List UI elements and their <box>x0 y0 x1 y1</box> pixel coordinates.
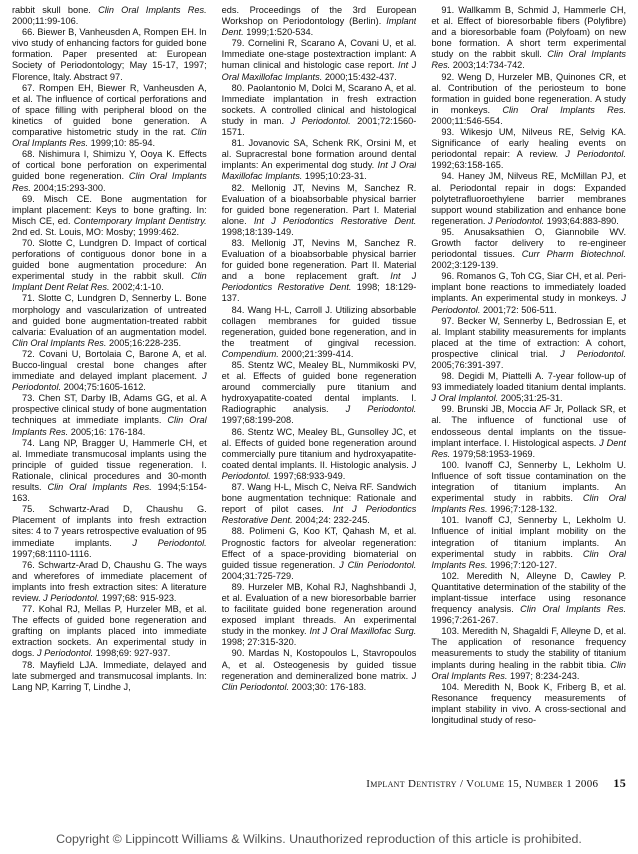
journal-title: Int J Periodontics Restorative Dent. <box>221 271 417 293</box>
reference-text: 103. Meredith N, Shagaldi F, Alleyne D, et al. The application of resonance frequency measurements to study the stability of titanium implants during healing in the rabbit tibia. <box>431 626 627 670</box>
journal-title: Int J Oral Maxillofac Implants. <box>221 160 417 182</box>
reference-text: 104. Meredith N, Book K, Friberg B, et al. Resonance frequency measurements of implant stability in vivo. A cross-sectional and longitudinal study of reso- <box>431 681 627 725</box>
reference-citation: 1997;68:199-208. <box>221 415 294 426</box>
reference-entry <box>222 238 417 305</box>
reference-text: 81. Jovanovic SA, Schenk RK, Orsini M, et al. Supracrestal bone formation around dental implants: An experimental dog study. <box>221 138 417 171</box>
reference-entry <box>222 526 417 581</box>
reference-column-1 <box>12 5 207 765</box>
reference-entry <box>222 582 417 649</box>
reference-citation: 1996;7:120-127. <box>487 559 557 570</box>
reference-citation: 2003;14:734-742. <box>450 60 525 71</box>
reference-citation: 1979;58:1953-1969. <box>450 448 536 459</box>
reference-citation: 1996;7:128-132. <box>487 504 557 515</box>
journal-title: Int J Oral Maxillofac Surg. <box>309 626 417 637</box>
journal-title: Clin Oral Implants Res. <box>520 604 627 615</box>
reference-text: eds. Proceedings of the 3rd European Workshop on Periodontology (Berlin). <box>221 5 417 27</box>
journal-title: Int J Periodontics Restorative Dent. <box>253 215 417 226</box>
journal-title: Clin Oral Implants Res. <box>47 482 152 493</box>
reference-text: 71. Slotte C, Lundgren D, Sennerby L. Bone morphology and vascularization of untreated and guided bone augmentation-treated rabbit calvaria: Evaluation of an augmentation model. <box>12 293 207 337</box>
reference-text: 66. Biewer B, Vanheusden A, Rompen EH. In vivo study of enhancing factors for guided bone formation. Paper presented at: European Society of Periodontology; May 15-17, 1997; Florence, Italy. Abstract 97. <box>12 27 207 82</box>
journal-title: Compendium. <box>221 348 279 359</box>
reference-text: 77. Kohal RJ, Mellas P, Hurzeler MB, et al. The effects of guided bone regeneration and grafting on implants placed into immediate extraction sockets. An experimental study in dogs. <box>12 604 207 659</box>
journal-title: J Periodontol. <box>488 215 545 226</box>
reference-text: 101. Ivanoff CJ, Sennerby L, Lekholm U. Influence of initial implant mobility on the integration of titanium implants. An experimental study in rabbits. <box>431 515 627 559</box>
running-head: Implant Dentistry / Volume 15, Number 1 2006 <box>366 778 599 790</box>
reference-text: 91. Wallkamm B, Schmid J, Hammerle CH, et al. Effect of bioresorbable fibers (Polyfibre) and a bioresorbable foam (Polyfoam) on new bone formation. A short term experimental study on the rabbit skull. <box>431 5 627 60</box>
reference-entry <box>431 171 626 226</box>
journal-title: J Periodontol. <box>221 459 417 481</box>
journal-title: Clin Oral Implants Res. <box>431 49 627 71</box>
reference-text: 94. Haney JM, Nilveus RE, McMillan PJ, et al. Periodontal repair in dogs: Expanded polytetrafluoroethylene barrier membranes support wound stabilization and enhance bone regeneration. <box>431 171 627 226</box>
reference-citation: 2003;30: 176-183. <box>289 681 367 692</box>
journal-title: Clin Oral Implants Res. <box>431 659 627 681</box>
journal-title: Clin Oral Implants Res. <box>12 127 207 149</box>
reference-entry <box>222 38 417 82</box>
reference-entry <box>431 316 626 371</box>
reference-citation: 2000;11:546-554. <box>431 115 503 126</box>
reference-text: 74. Lang NP, Bragger U, Hammerle CH, et al. Immediate transmucosal implants using the principle of guided tissue regeneration. I. Rationale, clinical procedures and 30-month results. <box>12 437 207 493</box>
reference-citation: 2001;72: 506-511. <box>480 304 557 315</box>
journal-title: J Periodontol. <box>290 115 351 126</box>
reference-text: 70. Slotte C, Lundgren D. Impact of cortical perforations of contiguous donor bone in a guided bone augmentation procedure: An experimental study in the rabbit skull. <box>12 237 207 282</box>
reference-citation: 2005;31:25-31. <box>498 393 563 404</box>
reference-entry <box>431 404 626 459</box>
journal-title: J Periodontol. <box>43 592 100 603</box>
reference-entry <box>222 648 417 692</box>
reference-entry <box>431 371 626 404</box>
reference-entry <box>222 183 417 238</box>
reference-citation: 1997;68:1110-1116. <box>12 548 92 559</box>
reference-text: 68. Nishimura I, Shimizu Y, Ooya K. Effects of cortical bone perforation on experimental guided bone regeneration. <box>12 149 207 182</box>
reference-text: 89. Hurzeler MB, Kohal RJ, Naghshbandi J, et al. Evaluation of a new bioresorbable barrier to facilitate guided bone regeneration around exposed implant threads. An experimental study in the monkey. <box>221 581 417 637</box>
reference-entry <box>222 360 417 427</box>
reference-citation: 1998;69: 927-937. <box>93 648 171 659</box>
reference-entry <box>12 393 207 437</box>
reference-text: 99. Brunski JB, Moccia AF Jr, Pollack SR, et al. The influence of functional use of endosseous dental implants on the tissue-implant interface. I. Histological aspects. <box>431 404 627 448</box>
journal-title: Int J Oral Maxillofac Implants. <box>221 60 417 82</box>
reference-text: 72. Covani U, Bortolaia C, Barone A, et al. Bucco-lingual crestal bone changes after immediate and delayed implant placement. <box>12 348 207 382</box>
journal-title: Clin Oral Implants Res. <box>12 415 207 437</box>
reference-citation: 1998; 27:315-320. <box>221 637 297 648</box>
reference-entry <box>12 194 207 238</box>
journal-title: J Periodontol. <box>12 371 207 393</box>
reference-text: 87. Wang H-L, Misch C, Neiva RF. Sandwich bone augmentation technique: Rationale and report of pilot cases. <box>221 482 417 515</box>
reference-citation: 2001;72:1560-1571. <box>221 115 417 138</box>
reference-citation: 2000;15:432-437. <box>322 71 397 82</box>
page-footer <box>0 776 626 792</box>
reference-column-3 <box>431 5 626 765</box>
journal-title: Clin Implant Dent Relat Res. <box>12 271 207 293</box>
journal-title: Implant Dent. <box>221 16 417 38</box>
reference-text: 84. Wang H-L, Carroll J. Utilizing absorbable collagen membranes for guided tissue regeneration, guided bone regeneration, and in the treatment of gingival recession. <box>221 304 417 348</box>
journal-title: Curr Pharm Biotechnol. <box>521 249 627 260</box>
reference-citation: 1992;63:158-165. <box>431 160 504 171</box>
reference-text: 93. Wikesjo UM, Nilveus RE, Selvig KA. Significance of early healing events on periodontal repair: A review. <box>431 127 627 160</box>
reference-citation: 1998; 18:129-137. <box>221 282 417 304</box>
reference-entry <box>222 5 417 38</box>
journal-title: Contemporary Implant Dentistry. <box>73 215 207 226</box>
reference-text: 92. Weng D, Hurzeler MB, Quinones CR, et al. Contribution of the periosteum to bone formation in guided bone regeneration. A study in monkeys. <box>431 71 627 115</box>
reference-text: 80. Paolantonio M, Dolci M, Scarano A, et al. Immediate implantation in fresh extraction sockets. A controlled clinical and histological study in man. <box>221 82 417 126</box>
reference-text: 100. Ivanoff CJ, Sennerby L, Lekholm U. Influence of soft tissue contamination on the integration of titanium implants. An experimental study in rabbits. <box>431 459 627 504</box>
reference-text: 73. Chen ST, Darby IB, Adams GG, et al. A prospective clinical study of bone augmentation techniques at immediate implants. <box>12 393 207 426</box>
reference-entry <box>222 427 417 482</box>
reference-text: 69. Misch CE. Bone augmentation for implant placement: Keys to bone grafting. In: Misch CE, ed. <box>12 193 207 226</box>
reference-citation: 1994;5:154-163. <box>12 482 207 504</box>
reference-citation: 1995;10:23-31. <box>302 171 367 182</box>
reference-citation: 2nd ed. St. Louis, MO: Mosby; 1999:462. <box>12 226 180 237</box>
reference-citation: 2004;31:725-729. <box>221 570 294 581</box>
reference-entry <box>431 127 626 171</box>
reference-citation: 1999;10: 85-94. <box>88 138 155 149</box>
reference-citation: 1996;7:261-267. <box>431 615 499 626</box>
reference-citation: 1997;68: 915-923. <box>99 592 177 603</box>
journal-title: Clin Oral Implants Res. <box>12 171 207 193</box>
reference-citation: 1997; 8:234-243. <box>507 670 580 681</box>
reference-citation: 1998;18:139-149. <box>221 226 294 237</box>
reference-entry <box>222 482 417 526</box>
journal-title: Clin Oral Implants Res. <box>98 5 207 15</box>
reference-citation: 2000;21:399-414. <box>278 348 354 359</box>
journal-title: Clin Oral Implants Res. <box>502 104 627 115</box>
reference-text: 75. Schwartz-Arad D, Chaushu G. Placement of implants into fresh extraction sites: 4 to 7 years retrospective evaluation of 95 immediate implants. <box>12 504 207 548</box>
page-number: 15 <box>613 776 626 790</box>
journal-title: J Oral Implantol. <box>431 393 499 404</box>
journal-title: J Periodontol. <box>132 537 207 548</box>
reference-entry <box>431 515 626 570</box>
reference-entry <box>12 438 207 505</box>
reference-entry <box>12 604 207 659</box>
reference-text: 98. Degidi M, Piattelli A. 7-year follow-up of 93 immediately loaded titanium dental implants. <box>431 371 627 393</box>
journal-title: J Dent Res. <box>431 437 626 459</box>
reference-entry <box>431 626 626 681</box>
reference-entry <box>12 5 207 27</box>
journal-title: Clin Oral Implants Res. <box>12 337 107 348</box>
reference-citation: 2002;4:1-10. <box>109 282 164 293</box>
journal-title: Int J Periodontics Restorative Dent. <box>221 504 417 526</box>
reference-text: 76. Schwartz-Arad D, Chaushu G. The ways and wherefores of immediate placement of implants into fresh extraction sites: A literature review. <box>12 559 207 603</box>
reference-text: 79. Cornelini R, Scarano A, Covani U, et al. Immediate one-stage postextraction implant: A human clinical and histologic case report. <box>221 38 417 71</box>
reference-entry <box>12 149 207 193</box>
reference-entry <box>12 560 207 604</box>
journal-title: J Periodontol. <box>37 648 94 659</box>
reference-entry <box>222 138 417 182</box>
reference-entry <box>431 682 626 726</box>
reference-entry <box>12 83 207 150</box>
journal-title: J Clin Periodontol. <box>221 670 417 692</box>
reference-column-2 <box>222 5 417 765</box>
reference-citation: 1999;1:520-534. <box>243 27 314 38</box>
reference-entry <box>12 349 207 393</box>
reference-text: 85. Stentz WC, Mealey BL, Nummikoski PV, et al. Effects of guided bone regeneration around commercially pure titanium and hydroxyapatite-coated dental implants. I. Radiographic analysis. <box>221 360 417 415</box>
reference-entry <box>12 27 207 82</box>
reference-entry <box>222 83 417 138</box>
reference-text: 78. Mayfield LJA. Immediate, delayed and late submerged and transmucosal implants. In: Lang NP, Karring T, Lindhe J, <box>12 659 207 692</box>
reference-entry <box>222 305 417 360</box>
reference-citation: 2004;24: 232-245. <box>292 515 370 526</box>
journal-title: Clin Oral Implants Res. <box>431 493 626 515</box>
reference-text: 96. Romanos G, Toh CG, Siar CH, et al. Peri-implant bone reactions to immediately loaded implants. An experimental study in monkeys. <box>431 271 627 304</box>
reference-columns <box>12 5 626 765</box>
reference-entry <box>431 571 626 626</box>
journal-title: J Periodontol. <box>345 404 417 415</box>
reference-entry <box>12 293 207 348</box>
journal-title: J Periodontol. <box>560 348 626 359</box>
reference-citation: 2002;3:129-139. <box>431 260 499 271</box>
reference-citation: 1997;68:933-949. <box>270 470 346 481</box>
reference-citation: 1993;64:883-890. <box>544 215 619 226</box>
reference-text: 67. Rompen EH, Biewer R, Vanheusden A, et al. The influence of cortical perforations and of space filling with peripheral blood on the kinetics of guided bone generation. A comparative histometric study in the rat. <box>12 82 207 138</box>
journal-title: J Periodontol. <box>565 149 627 160</box>
reference-text: rabbit skull bone. <box>12 5 99 15</box>
reference-text: 88. Polimeni G, Koo KT, Qahash M, et al. Prognostic factors for alveolar regeneration: Effect of a space-providing biomaterial on guided tissue regeneration. <box>221 526 417 570</box>
reference-citation: 2005;16: 176-184. <box>68 426 146 437</box>
reference-entry <box>431 5 626 72</box>
journal-title: Clin Oral Implants Res. <box>431 548 626 570</box>
reference-entry <box>431 271 626 315</box>
reference-text: 102. Meredith N, Alleyne D, Cawley P. Quantitative determination of the stability of the implant-tissue interface using resonance frequency analysis. <box>431 570 627 615</box>
journal-title: J Periodontol. <box>431 293 627 315</box>
reference-citation: 2004;15:293-300. <box>30 182 106 193</box>
reference-entry <box>12 504 207 559</box>
reference-text: 83. Mellonig JT, Nevins M, Sanchez R. Evaluation of a bioabsorbable physical barrier for guided bone regeneration. Part II. Material and a bone replacement graft. <box>221 237 417 282</box>
reference-text: 97. Becker W, Sennerby L, Bedrossian E, et al. Implant stability measurements for implants placed at the time of extraction: A cohort, prospective clinical trial. <box>431 315 627 359</box>
reference-text: 90. Mardas N, Kostopoulos L, Stavropoulos A, et al. Osteogenesis by guided tissue regeneration and demineralized bone matrix. <box>221 648 417 681</box>
reference-entry <box>12 238 207 293</box>
reference-text: 86. Stentz WC, Mealey BL, Gunsolley JC, et al. Effects of guided bone regeneration around commercially pure titanium and hydroxyapatite-coated dental implants. II. Histologic analysis. <box>221 426 417 470</box>
reference-text: 95. Anusaksathien O, Giannobile WV. Growth factor delivery to re-engineer periodontal tissues. <box>431 226 627 260</box>
reference-citation: 2005;76:391-397. <box>431 360 504 370</box>
journal-title: J Clin Periodontol. <box>339 559 417 570</box>
reference-entry <box>431 72 626 127</box>
reference-entry <box>431 227 626 271</box>
reference-citation: 2005;16:228-235. <box>106 337 182 348</box>
reference-citation: 2000;11:99-106. <box>12 16 79 27</box>
copyright-notice: Copyright © Lippincott Williams & Wilkins. Unauthorized reproduction of this article is prohibited. <box>56 832 582 846</box>
reference-entry <box>431 460 626 515</box>
reference-citation: 2004;75:1605-1612. <box>61 382 146 393</box>
reference-text: 82. Mellonig JT, Nevins M, Sanchez R. Evaluation of a bioabsorbable physical barrier for guided bone regeneration. Part I. Material alone. <box>221 182 417 226</box>
reference-entry <box>12 660 207 693</box>
